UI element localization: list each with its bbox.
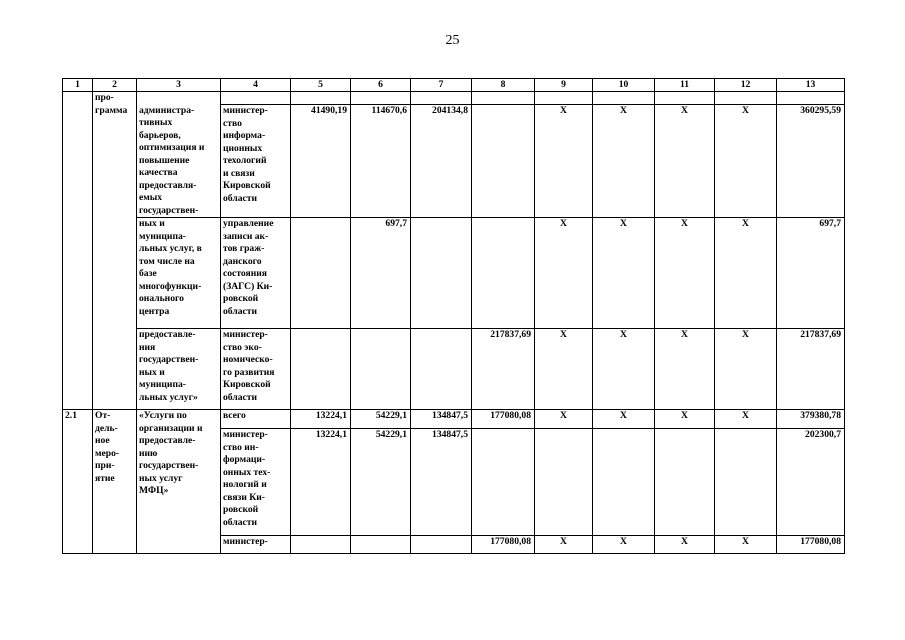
empty-cell [221,92,291,105]
x-cell: X [715,329,777,410]
header-row [63,79,845,92]
x-cell: X [715,410,777,429]
value-cell: 54229,1 [351,410,411,429]
total-cell: 697,7 [777,218,845,329]
program-col3-top [137,92,221,105]
executor-cell: министер- ство эко- номическо- го развития Кировской области [221,329,291,410]
x-cell: X [535,410,593,429]
total-cell: 202300,7 [777,429,845,536]
value-cell: 13224,1 [291,429,351,536]
col-header-5: 5 [291,79,351,92]
x-cell: X [655,410,715,429]
empty-cell [291,92,351,105]
value-cell [291,329,351,410]
value-cell: 697,7 [351,218,411,329]
col-header-8: 8 [472,79,535,92]
value-cell: 134847,5 [411,410,472,429]
value-cell: 204134,8 [411,105,472,218]
value-cell [411,329,472,410]
x-cell: X [655,218,715,329]
total-cell: 360295,59 [777,105,845,218]
col-header-2: 2 [93,79,137,92]
col-header-4: 4 [221,79,291,92]
executor-cell: управление записи ак- тов граж- данского состояния (ЗАГС) Ки- ровской области [221,218,291,329]
empty-cell [472,92,535,105]
x-cell: X [593,218,655,329]
value-cell [291,218,351,329]
empty-cell [593,92,655,105]
x-cell: X [655,536,715,554]
x-cell: X [593,536,655,554]
value-cell [472,218,535,329]
value-cell [351,329,411,410]
empty-cell [411,92,472,105]
value-cell: 54229,1 [351,429,411,536]
value-cell [291,536,351,554]
table-row [63,92,845,105]
value-cell [411,536,472,554]
x-cell: X [715,536,777,554]
total-cell: 177080,08 [777,536,845,554]
executor-cell: министер- ство информа- ционных техологий и связи Кировской области [221,105,291,218]
executor-cell: министер- ство ин- формаци- онных тех- нологий и связи Ки- ровской области [221,429,291,536]
value-cell: 134847,5 [411,429,472,536]
col-header-3: 3 [137,79,221,92]
col-header-9: 9 [535,79,593,92]
table-row [63,218,845,329]
page-number: 25 [445,33,460,48]
budget-table [62,78,845,554]
x-cell: X [655,105,715,218]
x-cell: X [535,536,593,554]
x-cell: X [593,410,655,429]
x-cell: X [715,105,777,218]
value-cell [351,536,411,554]
program-description-part3: предоставле- ния государствен- ных и муниципа- льных услуг» [137,329,221,410]
table-row [63,410,845,429]
col-header-10: 10 [593,79,655,92]
value-cell: 41490,19 [291,105,351,218]
col-header-7: 7 [411,79,472,92]
x-cell [535,429,593,536]
program-col1 [63,92,93,410]
x-cell: X [593,329,655,410]
col-header-11: 11 [655,79,715,92]
empty-cell [715,92,777,105]
x-cell: X [535,105,593,218]
x-cell [655,429,715,536]
value-cell: 13224,1 [291,410,351,429]
col-header-12: 12 [715,79,777,92]
program-col2-bottom: грамма [93,105,137,410]
event-description: «Услуги по организации и предоставле- нию государствен- ных услуг МФЦ» [137,410,221,554]
event-number: 2.1 [63,410,93,554]
program-col2-top: про- [93,92,137,105]
x-cell [593,429,655,536]
empty-cell [351,92,411,105]
empty-cell [655,92,715,105]
x-cell: X [593,105,655,218]
x-cell: X [535,218,593,329]
value-cell [472,429,535,536]
program-description-part1: администра- тивных барьеров, оптимизация и повышение качества предоставля- емых государствен- [137,105,221,218]
total-cell: 379380,78 [777,410,845,429]
event-type: От- дель- ное меро- при- ятие [93,410,137,554]
col-header-6: 6 [351,79,411,92]
x-cell [715,429,777,536]
value-cell [411,218,472,329]
value-cell: 177080,08 [472,410,535,429]
empty-cell [535,92,593,105]
empty-cell [777,92,845,105]
executor-cell: всего [221,410,291,429]
executor-cell: министер- [221,536,291,554]
value-cell: 114670,6 [351,105,411,218]
value-cell [472,105,535,218]
x-cell: X [715,218,777,329]
program-description-part2: ных и муниципа- льных услуг, в том числе на базе многофункци- онального центра [137,218,221,329]
value-cell: 177080,08 [472,536,535,554]
x-cell: X [535,329,593,410]
total-cell: 217837,69 [777,329,845,410]
x-cell: X [655,329,715,410]
col-header-13: 13 [777,79,845,92]
value-cell: 217837,69 [472,329,535,410]
col-header-1: 1 [63,79,93,92]
table-row [63,329,845,410]
table-row [63,105,845,218]
